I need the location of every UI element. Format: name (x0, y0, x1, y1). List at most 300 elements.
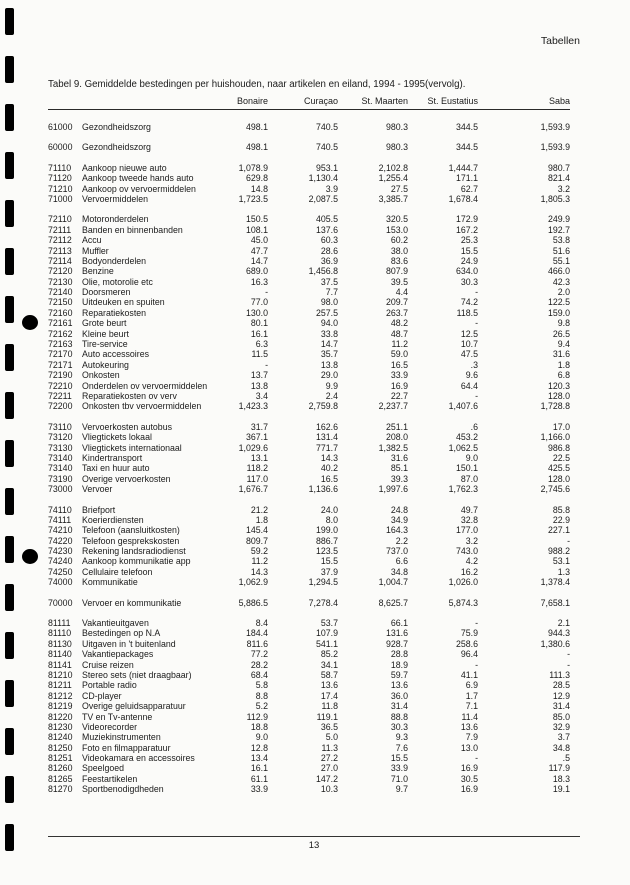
table-row (48, 691, 570, 701)
cell-curacao: 85.2 (320, 649, 338, 660)
cell-curacao: 33.8 (320, 328, 338, 339)
cell-st-maarten: 22.7 (390, 390, 408, 401)
cell-st-eustatius: 172.9 (455, 214, 478, 225)
table-row (48, 360, 570, 370)
table-row (48, 505, 570, 515)
row-code: 72170 (48, 349, 73, 360)
cell-bonaire: 47.7 (250, 245, 268, 256)
row-code: 81130 (48, 638, 72, 649)
row-label: Onkosten tbv vervoermiddelen (82, 401, 202, 412)
table-row (48, 546, 570, 556)
cell-st-maarten: 2,237.7 (378, 401, 408, 412)
table-row (48, 184, 570, 194)
cell-bonaire: 33.9 (250, 784, 268, 795)
cell-st-maarten: 980.3 (385, 122, 408, 132)
table-row (48, 401, 570, 411)
row-label: Tire-service (82, 339, 128, 350)
cell-bonaire: 80.1 (250, 318, 268, 329)
cell-st-eustatius: 1,444.7 (448, 162, 478, 173)
cell-st-maarten: 34.9 (390, 514, 408, 525)
row-code: 81110 (48, 628, 72, 639)
cell-saba: 227.1 (547, 525, 570, 536)
cell-st-eustatius: 453.2 (455, 432, 478, 443)
cell-saba: 53.1 (552, 556, 570, 567)
cell-curacao: 27.2 (320, 753, 338, 764)
cell-st-eustatius: - (475, 287, 478, 298)
cell-st-maarten: 4.4 (395, 287, 408, 298)
cell-curacao: 7,278.4 (308, 597, 338, 608)
cell-saba: 111.3 (549, 669, 570, 680)
table-row (48, 256, 570, 266)
row-code: 81240 (48, 732, 73, 743)
cell-saba: 51.6 (552, 245, 570, 256)
table-row (48, 556, 570, 566)
column-header: Saba (548, 96, 570, 106)
table-row (48, 318, 570, 328)
cell-st-eustatius: - (475, 618, 478, 629)
cell-bonaire: 1,062.9 (238, 577, 268, 588)
cell-curacao: 199.0 (315, 525, 338, 536)
cell-st-eustatius: 1,026.0 (448, 577, 478, 588)
cell-st-maarten: 980.3 (385, 142, 408, 153)
cell-bonaire: 77.0 (250, 297, 268, 308)
cell-bonaire: - (265, 359, 268, 370)
table-row (48, 194, 570, 204)
cell-st-eustatius: 30.3 (460, 276, 478, 287)
cell-curacao: 1,456.8 (308, 266, 338, 277)
table-row (48, 225, 570, 235)
cell-st-eustatius: 74.2 (460, 297, 478, 308)
table-row (48, 660, 570, 670)
cell-st-eustatius: 9.6 (465, 370, 478, 381)
cell-st-maarten: 1,382.5 (378, 442, 408, 453)
cell-saba: 32.9 (552, 721, 570, 732)
cell-st-eustatius: 118.5 (456, 307, 478, 318)
row-code: 81220 (48, 711, 73, 722)
cell-curacao: 53.7 (320, 618, 338, 629)
cell-st-maarten: 1,997.6 (378, 484, 408, 495)
footer-rule (48, 836, 580, 837)
cell-st-eustatius: 150.1 (455, 463, 478, 474)
cell-st-eustatius: 64.4 (460, 380, 478, 391)
cell-curacao: 36.5 (320, 721, 338, 732)
cell-st-eustatius: 25.3 (460, 235, 478, 246)
table-row (48, 339, 570, 349)
row-label: Vervoermiddelen (82, 193, 149, 204)
cell-st-maarten: 15.5 (390, 753, 408, 764)
scan-mark (5, 536, 14, 563)
table-row (48, 649, 570, 659)
cell-st-eustatius: 75.9 (460, 628, 478, 639)
table-title: Tabel 9. Gemiddelde bestedingen per huishouden, naar artikelen en eiland, 1994 - 1995(vervolg). (48, 79, 466, 90)
row-code: 72112 (48, 235, 72, 246)
row-code: 74210 (48, 525, 73, 536)
cell-curacao: 14.7 (320, 339, 338, 350)
row-group (48, 122, 570, 132)
cell-curacao: 11.8 (321, 701, 338, 712)
row-code: 72162 (48, 328, 73, 339)
cell-st-eustatius: 1,062.5 (448, 442, 478, 453)
cell-st-eustatius: 7.1 (465, 701, 478, 712)
cell-st-maarten: 8,625.7 (378, 597, 408, 608)
row-code: 71120 (48, 173, 72, 184)
cell-bonaire: 5.8 (255, 680, 268, 691)
cell-saba: 466.0 (547, 266, 570, 277)
row-label: Vervoer en kommunikatie (82, 597, 182, 608)
cell-saba: 28.5 (552, 680, 570, 691)
cell-st-maarten: 30.3 (390, 721, 408, 732)
cell-curacao: 9.9 (325, 380, 338, 391)
cell-bonaire: 112.9 (246, 711, 268, 722)
cell-st-maarten: 9.7 (395, 784, 408, 795)
table-row (48, 763, 570, 773)
row-code: 72130 (48, 276, 73, 287)
cell-st-eustatius: 3.2 (465, 535, 478, 546)
table-row (48, 463, 570, 473)
row-label: Uitgaven in 't buitenland (82, 638, 176, 649)
table-row (48, 515, 570, 525)
row-code: 74110 (48, 504, 72, 515)
cell-st-maarten: 6.6 (395, 556, 408, 567)
cell-st-eustatius: 344.5 (455, 122, 478, 132)
table-row (48, 235, 570, 245)
cell-st-eustatius: - (475, 753, 478, 764)
cell-bonaire: 629.8 (245, 173, 268, 184)
corner-label: Tabellen (540, 35, 580, 47)
cell-curacao: 14.3 (320, 452, 338, 463)
row-code: 73140 (48, 452, 73, 463)
cell-curacao: 107.9 (315, 628, 338, 639)
cell-st-maarten: 320.5 (385, 214, 408, 225)
table-row (48, 567, 570, 577)
row-label: Vakantieuitgaven (82, 618, 149, 629)
cell-saba: 192.7 (547, 224, 570, 235)
table-row (48, 308, 570, 318)
cell-saba: 3.7 (557, 732, 570, 743)
cell-st-eustatius: 344.5 (455, 142, 478, 153)
cell-st-maarten: 928.7 (385, 638, 408, 649)
row-label: Feestartikelen (82, 773, 138, 784)
table-row (48, 577, 570, 587)
row-group (48, 142, 570, 152)
cell-st-maarten: 59.7 (390, 669, 408, 680)
cell-saba: 944.3 (547, 628, 570, 639)
cell-curacao: 740.5 (315, 142, 338, 153)
row-label: Olie, motorolie etc (82, 276, 153, 287)
table-row (48, 381, 570, 391)
cell-saba: 22.5 (552, 452, 570, 463)
table-row (48, 639, 570, 649)
cell-bonaire: 689.0 (245, 266, 268, 277)
cell-curacao: 2.4 (325, 390, 338, 401)
cell-st-maarten: 27.5 (390, 183, 408, 194)
row-label: Aankoop kommunikatie app (82, 556, 191, 567)
cell-st-eustatius: 10.7 (460, 339, 478, 350)
scan-mark (5, 728, 14, 755)
row-label: Bestedingen op N.A (82, 628, 161, 639)
cell-st-maarten: 9.3 (395, 732, 408, 743)
row-label: Muziekinstrumenten (82, 732, 161, 743)
cell-bonaire: 8.8 (255, 690, 268, 701)
cell-curacao: 131.4 (315, 432, 338, 443)
cell-st-maarten: 2,102.8 (378, 162, 408, 173)
row-label: Stereo sets (niet draagbaar) (82, 669, 192, 680)
cell-saba: 1.3 (557, 566, 570, 577)
cell-st-eustatius: 5,874.3 (448, 597, 478, 608)
row-label: Taxi en huur auto (82, 463, 150, 474)
row-label: Reparatiekosten (82, 307, 147, 318)
cell-st-eustatius: 1.7 (465, 690, 478, 701)
cell-saba: 1,805.3 (540, 193, 570, 204)
row-code: 74230 (48, 546, 73, 557)
cell-saba: 85.0 (552, 711, 570, 722)
header-spacer (48, 96, 220, 106)
cell-st-maarten: 48.7 (390, 328, 408, 339)
cell-saba: 19.1 (552, 784, 570, 795)
row-code: 72120 (48, 266, 73, 277)
cell-st-eustatius: 87.0 (460, 473, 478, 484)
table-row (48, 142, 570, 152)
cell-saba: 1,378.4 (540, 577, 570, 588)
row-code: 81251 (48, 753, 73, 764)
row-label: TV en Tv-antenne (82, 711, 153, 722)
cell-saba: 55.1 (552, 255, 570, 266)
row-code: 72190 (48, 370, 73, 381)
cell-st-maarten: 11.2 (391, 339, 408, 350)
page-number: 13 (308, 840, 320, 851)
row-label: Rekening landsradiodienst (82, 546, 186, 557)
cell-curacao: 257.5 (315, 307, 338, 318)
cell-saba: 128.0 (547, 390, 570, 401)
table-row (48, 214, 570, 224)
row-label: Videorecorder (82, 721, 138, 732)
cell-st-maarten: 2.2 (395, 535, 408, 546)
cell-bonaire: 1,029.6 (238, 442, 268, 453)
scan-mark (5, 776, 14, 803)
row-code: 81230 (48, 721, 73, 732)
row-code: 81270 (48, 784, 73, 795)
cell-curacao: 7.7 (325, 287, 338, 298)
cell-saba: 1.8 (557, 359, 570, 370)
table-row (48, 784, 570, 794)
cell-saba: 159.0 (547, 307, 570, 318)
row-code: 74000 (48, 577, 73, 588)
scan-mark (5, 632, 14, 659)
scan-mark (5, 824, 14, 851)
cell-bonaire: 1,423.3 (238, 401, 268, 412)
table-row (48, 722, 570, 732)
cell-curacao: 94.0 (320, 318, 338, 329)
row-label: Overige vervoerkosten (82, 473, 171, 484)
data-table (48, 96, 570, 805)
cell-curacao: 137.6 (315, 224, 338, 235)
cell-st-eustatius: 634.0 (455, 266, 478, 277)
table-row (48, 670, 570, 680)
cell-st-eustatius: 7.9 (465, 732, 478, 743)
row-code: 74240 (48, 556, 73, 567)
cell-saba: 1,380.6 (540, 638, 570, 649)
cell-bonaire: 12.8 (250, 742, 268, 753)
cell-bonaire: 367.1 (245, 432, 268, 443)
row-code: 71110 (48, 162, 72, 173)
cell-bonaire: 61.1 (250, 773, 268, 784)
row-code: 72210 (48, 380, 73, 391)
table-row (48, 163, 570, 173)
cell-st-eustatius: 15.5 (460, 245, 478, 256)
row-code: 81219 (48, 701, 73, 712)
cell-saba: 1,593.9 (540, 122, 570, 132)
cell-st-eustatius: 1,762.3 (448, 484, 478, 495)
cell-st-maarten: 88.8 (390, 711, 408, 722)
row-label: Aankoop nieuwe auto (82, 162, 167, 173)
row-label: Onkosten (82, 370, 120, 381)
scan-dot (22, 315, 38, 330)
cell-st-eustatius: 12.5 (460, 328, 478, 339)
row-group (48, 598, 570, 608)
cell-st-eustatius: 41.1 (460, 669, 478, 680)
cell-curacao: 17.4 (320, 690, 338, 701)
cell-st-maarten: 1,255.4 (378, 173, 408, 184)
cell-st-eustatius: 16.9 (460, 784, 478, 795)
table-row (48, 474, 570, 484)
cell-bonaire: 13.7 (250, 370, 268, 381)
cell-bonaire: 184.4 (245, 628, 268, 639)
cell-st-eustatius: - (475, 318, 478, 329)
scan-mark (5, 8, 14, 35)
row-label: Kindertransport (82, 452, 143, 463)
cell-saba: - (567, 659, 570, 670)
table-row (48, 598, 570, 608)
cell-saba: 821.4 (547, 173, 570, 184)
row-code: 72140 (48, 287, 73, 298)
cell-curacao: 2,759.8 (308, 401, 338, 412)
row-label: Gezondheidszorg (82, 142, 151, 153)
cell-bonaire: 150.5 (245, 214, 268, 225)
cell-st-eustatius: 1,678.4 (448, 193, 478, 204)
cell-saba: 53.8 (552, 235, 570, 246)
row-label: Gezondheidszorg (82, 122, 151, 132)
row-label: Telefoon gesprekskosten (82, 535, 180, 546)
cell-bonaire: 498.1 (245, 142, 268, 153)
row-code: 74111 (48, 514, 72, 525)
cell-curacao: 13.6 (320, 680, 338, 691)
cell-st-maarten: 36.0 (390, 690, 408, 701)
cell-saba: 1,166.0 (540, 432, 570, 443)
cell-st-maarten: 263.7 (385, 307, 408, 318)
cell-bonaire: 14.3 (250, 566, 268, 577)
cell-bonaire: 28.2 (250, 659, 268, 670)
cell-saba: 986.8 (547, 442, 570, 453)
row-code: 72150 (48, 297, 73, 308)
cell-bonaire: - (265, 287, 268, 298)
row-group (48, 422, 570, 495)
cell-st-maarten: 13.6 (390, 680, 408, 691)
cell-bonaire: 5,886.5 (238, 597, 268, 608)
row-label: Kleine beurt (82, 328, 129, 339)
row-label: Kommunikatie (82, 577, 138, 588)
cell-bonaire: 16.1 (250, 763, 268, 774)
table-row (48, 453, 570, 463)
scan-mark (5, 152, 14, 179)
cell-st-maarten: 131.6 (385, 628, 408, 639)
cell-saba: 22.9 (552, 514, 570, 525)
cell-curacao: 13.8 (320, 359, 338, 370)
cell-st-eustatius: 743.0 (455, 546, 478, 557)
row-label: Vervoerkosten autobus (82, 421, 172, 432)
table-row (48, 287, 570, 297)
row-label: Autokeuring (82, 359, 129, 370)
cell-bonaire: 145.4 (245, 525, 268, 536)
cell-curacao: 162.6 (315, 421, 338, 432)
column-header: Bonaire (236, 96, 268, 106)
cell-saba: 18.3 (552, 773, 570, 784)
cell-saba: 85.8 (552, 504, 570, 515)
row-code: 72160 (48, 307, 73, 318)
cell-saba: 12.9 (552, 690, 570, 701)
cell-bonaire: 14.8 (250, 183, 268, 194)
cell-st-eustatius: 11.4 (461, 711, 478, 722)
cell-st-maarten: 48.2 (390, 318, 408, 329)
cell-curacao: 60.3 (320, 235, 338, 246)
table-row (48, 122, 570, 132)
cell-curacao: 36.9 (320, 255, 338, 266)
table-row (48, 173, 570, 183)
table-row (48, 618, 570, 628)
table-row (48, 391, 570, 401)
cell-st-eustatius: 9.0 (465, 452, 478, 463)
cell-saba: 249.9 (547, 214, 570, 225)
cell-st-maarten: 39.5 (390, 276, 408, 287)
row-label: Grote beurt (82, 318, 127, 329)
cell-saba: 34.8 (552, 742, 570, 753)
cell-bonaire: 3.4 (255, 390, 268, 401)
cell-bonaire: 130.0 (245, 307, 268, 318)
cell-bonaire: 16.1 (250, 328, 268, 339)
row-code: 81210 (48, 669, 73, 680)
row-label: Telefoon (aansluitkosten) (82, 525, 180, 536)
cell-st-maarten: 31.4 (390, 701, 408, 712)
table-row (48, 349, 570, 359)
cell-curacao: 11.3 (321, 742, 338, 753)
scan-mark (5, 296, 14, 323)
scan-mark (5, 248, 14, 275)
table-row (48, 732, 570, 742)
cell-bonaire: 11.5 (251, 349, 268, 360)
cell-curacao: 40.2 (320, 463, 338, 474)
cell-st-maarten: 209.7 (385, 297, 408, 308)
cell-st-eustatius: 16.9 (460, 763, 478, 774)
row-code: 72161 (48, 318, 73, 329)
cell-st-maarten: 28.8 (390, 649, 408, 660)
cell-st-eustatius: 177.0 (455, 525, 478, 536)
cell-curacao: 123.5 (315, 546, 338, 557)
table-row (48, 753, 570, 763)
cell-saba: 42.3 (552, 276, 570, 287)
row-label: CD-player (82, 690, 122, 701)
cell-curacao: 58.7 (320, 669, 338, 680)
row-code: 72163 (48, 339, 73, 350)
cell-st-maarten: 16.9 (390, 380, 408, 391)
cell-st-eustatius: 47.5 (460, 349, 478, 360)
cell-st-maarten: 85.1 (390, 463, 408, 474)
cell-st-maarten: 34.8 (390, 566, 408, 577)
row-label: Aankoop tweede hands auto (82, 173, 194, 184)
cell-saba: 2.0 (557, 287, 570, 298)
cell-curacao: 886.7 (315, 535, 338, 546)
row-code: 81265 (48, 773, 73, 784)
cell-saba: 980.7 (547, 162, 570, 173)
row-label: Onderdelen ov vervoermiddelen (82, 380, 208, 391)
